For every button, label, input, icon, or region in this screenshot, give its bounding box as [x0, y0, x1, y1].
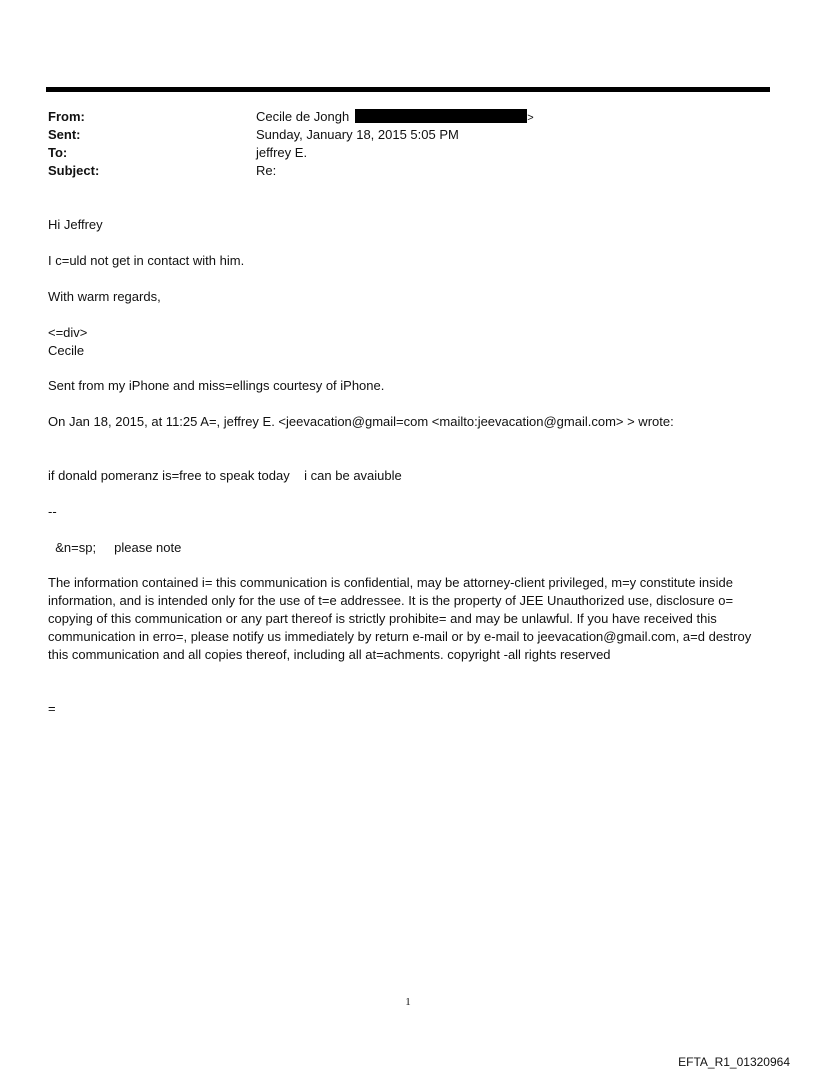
from-name: Cecile de Jongh: [256, 109, 350, 124]
bates-number: EFTA_R1_01320964: [678, 1055, 790, 1069]
sent-label: Sent:: [48, 127, 81, 142]
signature: Cecile: [48, 343, 85, 358]
message-line: I c=uld not get in contact with him.: [48, 253, 245, 268]
sent-value: Sunday, January 18, 2015 5:05 PM: [256, 127, 459, 142]
greeting: Hi Jeffrey: [48, 217, 103, 232]
closing: With warm regards,: [48, 289, 161, 304]
redaction-block: [355, 109, 527, 123]
trailing-equals: =: [48, 701, 56, 716]
from-label: From:: [48, 109, 85, 124]
header-rule: [46, 87, 770, 92]
from-trailing: >: [527, 112, 534, 124]
from-value: [256, 108, 534, 127]
subject-label: Subject:: [48, 163, 100, 178]
to-value: jeffrey E.: [256, 145, 308, 160]
note-line: &n=sp; please note: [48, 540, 182, 555]
separator: --: [48, 504, 57, 519]
disclaimer: The information contained i= this communication is confidential, may be attorney-client privileged, m=y constitute inside information, and is intended only for the use of t=e addressee. It is the property of JEE Unauthorized use, disclosure o= copying of this communication or any part thereof is strictly prohibite= and may be unlawful. If you have received this communication in erro=, please notify us immediately by return e-mail or by e-mail to jeevacation@gmail.com, a=d destroy this communication and all copies thereof, including all at=achments. copyright -all rights reserved: [48, 575, 752, 662]
quote-header: On Jan 18, 2015, at 11:25 A=, jeffrey E. <jeevacation@gmail=com <mailto:jeevacation@gmail.com> > wrote:: [48, 414, 674, 429]
subject-value: Re:: [256, 163, 277, 178]
quoted-message: if donald pomeranz is=free to speak today i can be avaiuble: [48, 468, 402, 483]
div-tag-text: <=div>: [48, 325, 88, 340]
sent-from-line: Sent from my iPhone and miss=ellings courtesy of iPhone.: [48, 378, 385, 393]
to-label: To:: [48, 145, 68, 160]
page-number: 1: [405, 996, 411, 1008]
